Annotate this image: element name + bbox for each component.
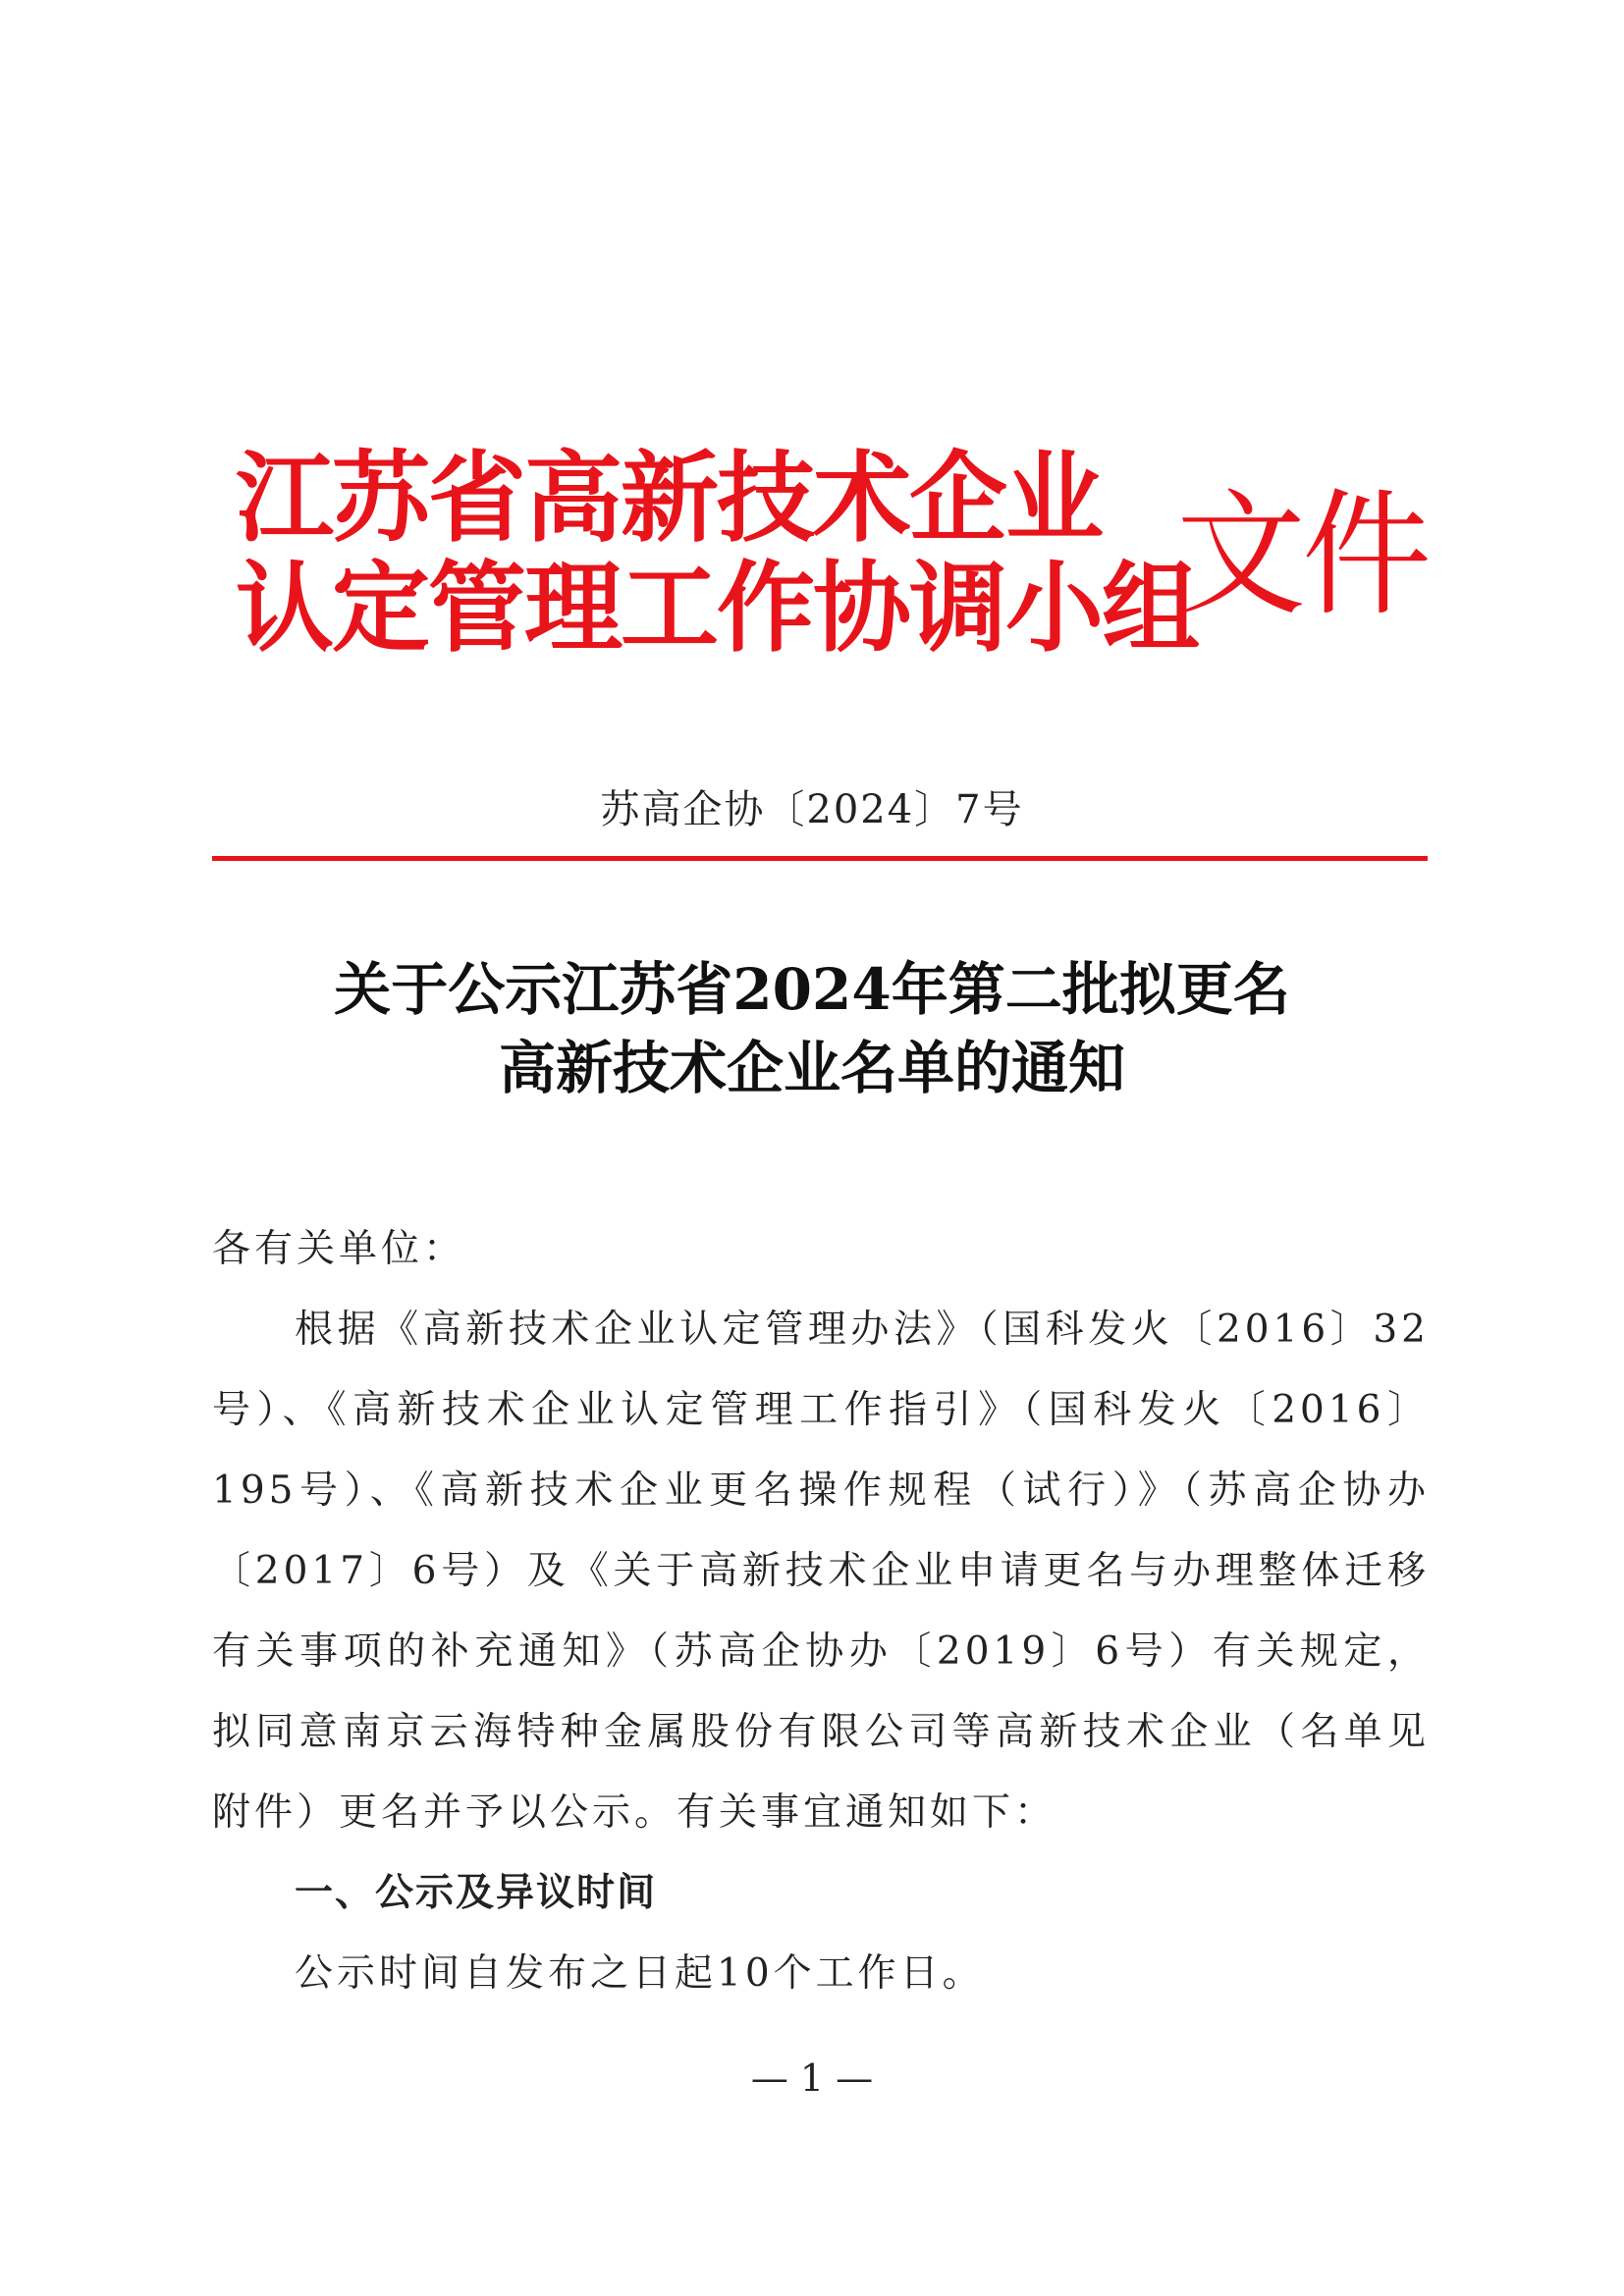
masthead-file-word: 文件 [1176,476,1428,635]
section-1-text: 公示时间自发布之日起10个工作日。 [295,1951,985,1996]
body-paragraph-1: 根据《高新技术企业认定管理办法》（国科发火〔2016〕32号）、《高新技术企业认定管理工作指引》（国科发火〔2016〕195号）、《高新技术企业更名操作规程（试行）》（苏高企协办〔2017〕6号）及《关于高新技术企业申请更名与办理整体迁移有关事项的补充通知》（苏高企协办〔2019〕6号）有关规定，拟同意南京云海特种金属股份有限公司等高新技术企业（名单见附件）更名并予以公示。有关事宜通知如下： [212,1308,1430,1835]
red-divider-line [212,856,1428,861]
addressee: 各有关单位： [212,1227,466,1271]
title-line-1: 关于公示江苏省2024年第二批拟更名 [334,956,1290,1023]
masthead-organization [236,441,1198,666]
red-masthead [236,441,1428,689]
section-1-heading: 一、公示及异议时间 [295,1871,658,1915]
document-number: 苏高企协〔2024〕7号 [600,787,1024,832]
masthead-org-line-2: 认定管理工作协调小组 [236,551,1198,666]
document-body [212,1209,1430,2014]
document-title [0,950,1624,1107]
title-line-2: 高新技术企业名单的通知 [498,1035,1125,1101]
masthead-org-line-1: 江苏省高新技术企业 [236,441,1102,556]
page-number: — 1 — [750,2056,874,2100]
